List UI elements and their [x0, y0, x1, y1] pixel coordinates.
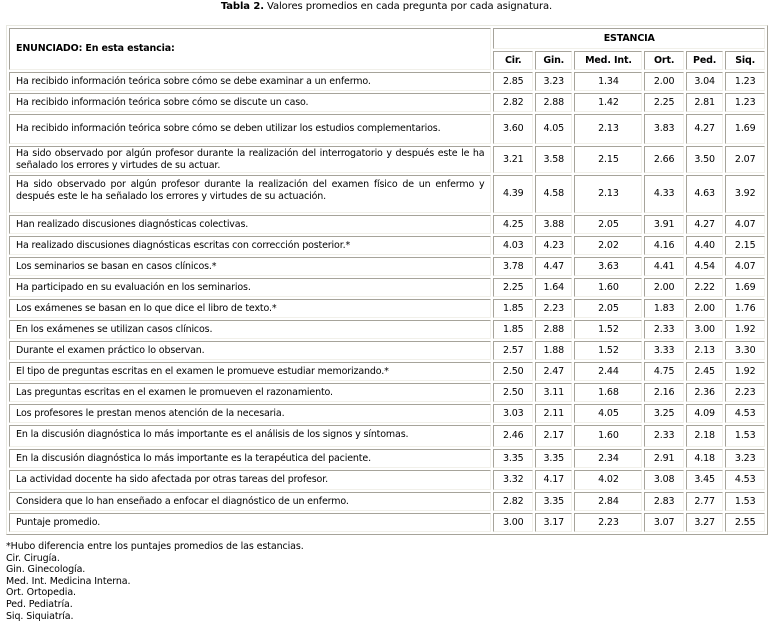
- value-cell: 4.17: [535, 470, 573, 490]
- header-row: [9, 28, 765, 49]
- value-cell: 4.07: [725, 215, 765, 234]
- value-cell: 1.88: [535, 341, 573, 360]
- value-cell: 2.83: [644, 492, 684, 511]
- value-cell: 2.55: [725, 513, 765, 532]
- table-notes: [6, 541, 304, 622]
- value-cell: 3.35: [493, 449, 533, 468]
- abbreviation-note: Ort. Ortopedia.: [6, 587, 76, 599]
- value-cell: 2.17: [535, 425, 573, 447]
- value-cell: 2.36: [686, 383, 724, 402]
- column-header-ped: Ped.: [686, 51, 724, 70]
- table-row: [9, 425, 765, 447]
- value-cell: 1.69: [725, 114, 765, 144]
- table-row: [9, 404, 765, 423]
- value-cell: 2.33: [644, 425, 684, 447]
- value-cell: 3.00: [493, 513, 533, 532]
- value-cell: 2.23: [535, 299, 573, 318]
- value-cell: 1.92: [725, 362, 765, 381]
- value-cell: 2.02: [574, 236, 642, 255]
- value-cell: 4.02: [574, 470, 642, 490]
- value-cell: 3.45: [686, 470, 724, 490]
- value-cell: 1.23: [725, 72, 765, 91]
- value-cell: 2.00: [686, 299, 724, 318]
- question-cell: La actividad docente ha sido afectada por otras tareas del profesor.: [9, 470, 491, 490]
- value-cell: 4.27: [686, 215, 724, 234]
- column-header-cir: Cir.: [493, 51, 533, 70]
- value-cell: 3.21: [493, 146, 533, 173]
- value-cell: 4.09: [686, 404, 724, 423]
- value-cell: 2.85: [493, 72, 533, 91]
- value-cell: 2.84: [574, 492, 642, 511]
- value-cell: 1.34: [574, 72, 642, 91]
- value-cell: 1.60: [574, 425, 642, 447]
- abbreviation-note: Cir. Cirugía.: [6, 552, 60, 564]
- value-cell: 3.88: [535, 215, 573, 234]
- question-cell: Ha sido observado por algún profesor durante la realización del examen físico de un enfermo y después este le ha señalado los errores y virtudes de su actuación.: [9, 175, 491, 213]
- value-cell: 1.92: [725, 320, 765, 339]
- table-row: [9, 299, 765, 318]
- value-cell: 2.82: [493, 492, 533, 511]
- value-cell: 3.32: [493, 470, 533, 490]
- value-cell: 2.34: [574, 449, 642, 468]
- value-cell: 2.13: [574, 175, 642, 213]
- value-cell: 1.76: [725, 299, 765, 318]
- value-cell: 3.60: [493, 114, 533, 144]
- question-cell: Ha realizado discusiones diagnósticas escritas con corrección posterior.*: [9, 236, 491, 255]
- value-cell: 2.25: [644, 93, 684, 112]
- caption-text: Valores promedios en cada pregunta por cada asignatura.: [263, 1, 553, 12]
- value-cell: 2.66: [644, 146, 684, 173]
- table-row: [9, 257, 765, 276]
- value-cell: 3.23: [535, 72, 573, 91]
- column-header-gin: Gin.: [535, 51, 573, 70]
- value-cell: 2.23: [574, 513, 642, 532]
- value-cell: 2.88: [535, 320, 573, 339]
- value-cell: 3.04: [686, 72, 724, 91]
- value-cell: 1.23: [725, 93, 765, 112]
- value-cell: 4.03: [493, 236, 533, 255]
- value-cell: 3.83: [644, 114, 684, 144]
- value-cell: 3.03: [493, 404, 533, 423]
- table-row: [9, 383, 765, 402]
- value-cell: 2.33: [644, 320, 684, 339]
- value-cell: 2.91: [644, 449, 684, 468]
- value-cell: 2.15: [725, 236, 765, 255]
- footnote: *Hubo diferencia entre los puntajes promedios de las estancias.: [6, 541, 304, 552]
- table-row: [9, 146, 765, 173]
- question-cell: Considera que lo han enseñado a enfocar el diagnóstico de un enfermo.: [9, 492, 491, 511]
- table-row: [9, 449, 765, 468]
- value-cell: 4.16: [644, 236, 684, 255]
- value-cell: 2.00: [644, 72, 684, 91]
- table-row: [9, 341, 765, 360]
- question-cell: Los profesores le prestan menos atención de la necesaria.: [9, 404, 491, 423]
- question-cell: Han realizado discusiones diagnósticas colectivas.: [9, 215, 491, 234]
- value-cell: 1.64: [535, 278, 573, 297]
- group-header: ESTANCIA: [493, 28, 765, 49]
- question-cell: En la discusión diagnóstica lo más importante es el análisis de los signos y síntomas.: [9, 425, 491, 447]
- value-cell: 4.40: [686, 236, 724, 255]
- value-cell: 4.53: [725, 470, 765, 490]
- value-cell: 1.53: [725, 492, 765, 511]
- value-cell: 4.05: [535, 114, 573, 144]
- value-cell: 3.78: [493, 257, 533, 276]
- value-cell: 4.05: [574, 404, 642, 423]
- value-cell: 1.85: [493, 299, 533, 318]
- results-table: [6, 25, 768, 535]
- value-cell: 2.15: [574, 146, 642, 173]
- value-cell: 3.30: [725, 341, 765, 360]
- table-row: [9, 236, 765, 255]
- value-cell: 1.83: [644, 299, 684, 318]
- value-cell: 3.00: [686, 320, 724, 339]
- value-cell: 4.27: [686, 114, 724, 144]
- value-cell: 2.88: [535, 93, 573, 112]
- abbreviation-note: Ped. Pediatría.: [6, 598, 73, 610]
- question-cell: Ha recibido información teórica sobre cómo se discute un caso.: [9, 93, 491, 112]
- value-cell: 4.07: [725, 257, 765, 276]
- value-cell: 4.33: [644, 175, 684, 213]
- value-cell: 1.52: [574, 320, 642, 339]
- value-cell: 3.50: [686, 146, 724, 173]
- value-cell: 3.27: [686, 513, 724, 532]
- table-row: [9, 93, 765, 112]
- value-cell: 2.05: [574, 215, 642, 234]
- value-cell: 2.22: [686, 278, 724, 297]
- table-row: [9, 278, 765, 297]
- value-cell: 2.47: [535, 362, 573, 381]
- value-cell: 2.13: [574, 114, 642, 144]
- value-cell: 2.44: [574, 362, 642, 381]
- abbreviation-note: Med. Int. Medicina Interna.: [6, 575, 131, 587]
- value-cell: 3.33: [644, 341, 684, 360]
- value-cell: 2.77: [686, 492, 724, 511]
- value-cell: 2.50: [493, 383, 533, 402]
- value-cell: 1.85: [493, 320, 533, 339]
- question-cell: Ha sido observado por algún profesor durante la realización del interrogatorio y después este le ha señalado los errores y virtudes de su actuar.: [9, 146, 491, 173]
- value-cell: 3.35: [535, 492, 573, 511]
- abbreviation-note: Siq. Siquiatría.: [6, 610, 74, 622]
- value-cell: 1.69: [725, 278, 765, 297]
- table-caption: [0, 1, 773, 13]
- value-cell: 3.91: [644, 215, 684, 234]
- value-cell: 3.35: [535, 449, 573, 468]
- value-cell: 4.23: [535, 236, 573, 255]
- question-cell: En la discusión diagnóstica lo más importante es la terapéutica del paciente.: [9, 449, 491, 468]
- value-cell: 2.82: [493, 93, 533, 112]
- value-cell: 3.17: [535, 513, 573, 532]
- value-cell: 4.53: [725, 404, 765, 423]
- table-row: [9, 362, 765, 381]
- value-cell: 3.11: [535, 383, 573, 402]
- value-cell: 4.41: [644, 257, 684, 276]
- question-cell: En los exámenes se utilizan casos clínicos.: [9, 320, 491, 339]
- table-row: [9, 175, 765, 213]
- value-cell: 2.25: [493, 278, 533, 297]
- table-row: [9, 114, 765, 144]
- column-header-siq: Siq.: [725, 51, 765, 70]
- question-cell: Durante el examen práctico lo observan.: [9, 341, 491, 360]
- value-cell: 3.92: [725, 175, 765, 213]
- value-cell: 2.13: [686, 341, 724, 360]
- value-cell: 3.25: [644, 404, 684, 423]
- value-cell: 1.53: [725, 425, 765, 447]
- value-cell: 2.11: [535, 404, 573, 423]
- table-row: [9, 72, 765, 91]
- value-cell: 2.57: [493, 341, 533, 360]
- value-cell: 4.58: [535, 175, 573, 213]
- question-header: ENUNCIADO: En esta estancia:: [9, 28, 491, 70]
- value-cell: 1.52: [574, 341, 642, 360]
- value-cell: 4.47: [535, 257, 573, 276]
- value-cell: 1.60: [574, 278, 642, 297]
- value-cell: 2.45: [686, 362, 724, 381]
- value-cell: 2.23: [725, 383, 765, 402]
- abbreviation-note: Gin. Ginecología.: [6, 564, 86, 576]
- question-cell: Puntaje promedio.: [9, 513, 491, 532]
- caption-label: Tabla 2.: [220, 1, 264, 12]
- value-cell: 1.68: [574, 383, 642, 402]
- table-row: [9, 492, 765, 511]
- value-cell: 2.50: [493, 362, 533, 381]
- value-cell: 2.16: [644, 383, 684, 402]
- question-cell: Ha participado en su evaluación en los seminarios.: [9, 278, 491, 297]
- value-cell: 2.07: [725, 146, 765, 173]
- value-cell: 3.08: [644, 470, 684, 490]
- table-row: [9, 320, 765, 339]
- value-cell: 4.63: [686, 175, 724, 213]
- table-row: [9, 470, 765, 490]
- question-cell: El tipo de preguntas escritas en el examen le promueve estudiar memorizando.*: [9, 362, 491, 381]
- value-cell: 2.46: [493, 425, 533, 447]
- value-cell: 4.54: [686, 257, 724, 276]
- value-cell: 3.23: [725, 449, 765, 468]
- question-cell: Los exámenes se basan en lo que dice el libro de texto.*: [9, 299, 491, 318]
- column-header-med-int: Med. Int.: [574, 51, 642, 70]
- value-cell: 2.81: [686, 93, 724, 112]
- value-cell: 4.25: [493, 215, 533, 234]
- value-cell: 2.00: [644, 278, 684, 297]
- value-cell: 4.39: [493, 175, 533, 213]
- value-cell: 4.18: [686, 449, 724, 468]
- question-cell: Ha recibido información teórica sobre cómo se debe examinar a un enfermo.: [9, 72, 491, 91]
- value-cell: 1.42: [574, 93, 642, 112]
- question-cell: Ha recibido información teórica sobre cómo se deben utilizar los estudios complementarios.: [9, 114, 491, 144]
- value-cell: 3.07: [644, 513, 684, 532]
- table-row: [9, 513, 765, 532]
- value-cell: 2.05: [574, 299, 642, 318]
- value-cell: 3.58: [535, 146, 573, 173]
- value-cell: 2.18: [686, 425, 724, 447]
- question-cell: Las preguntas escritas en el examen le promueven el razonamiento.: [9, 383, 491, 402]
- value-cell: 4.75: [644, 362, 684, 381]
- table-row: [9, 215, 765, 234]
- value-cell: 3.63: [574, 257, 642, 276]
- column-header-ort: Ort.: [644, 51, 684, 70]
- question-cell: Los seminarios se basan en casos clínicos.*: [9, 257, 491, 276]
